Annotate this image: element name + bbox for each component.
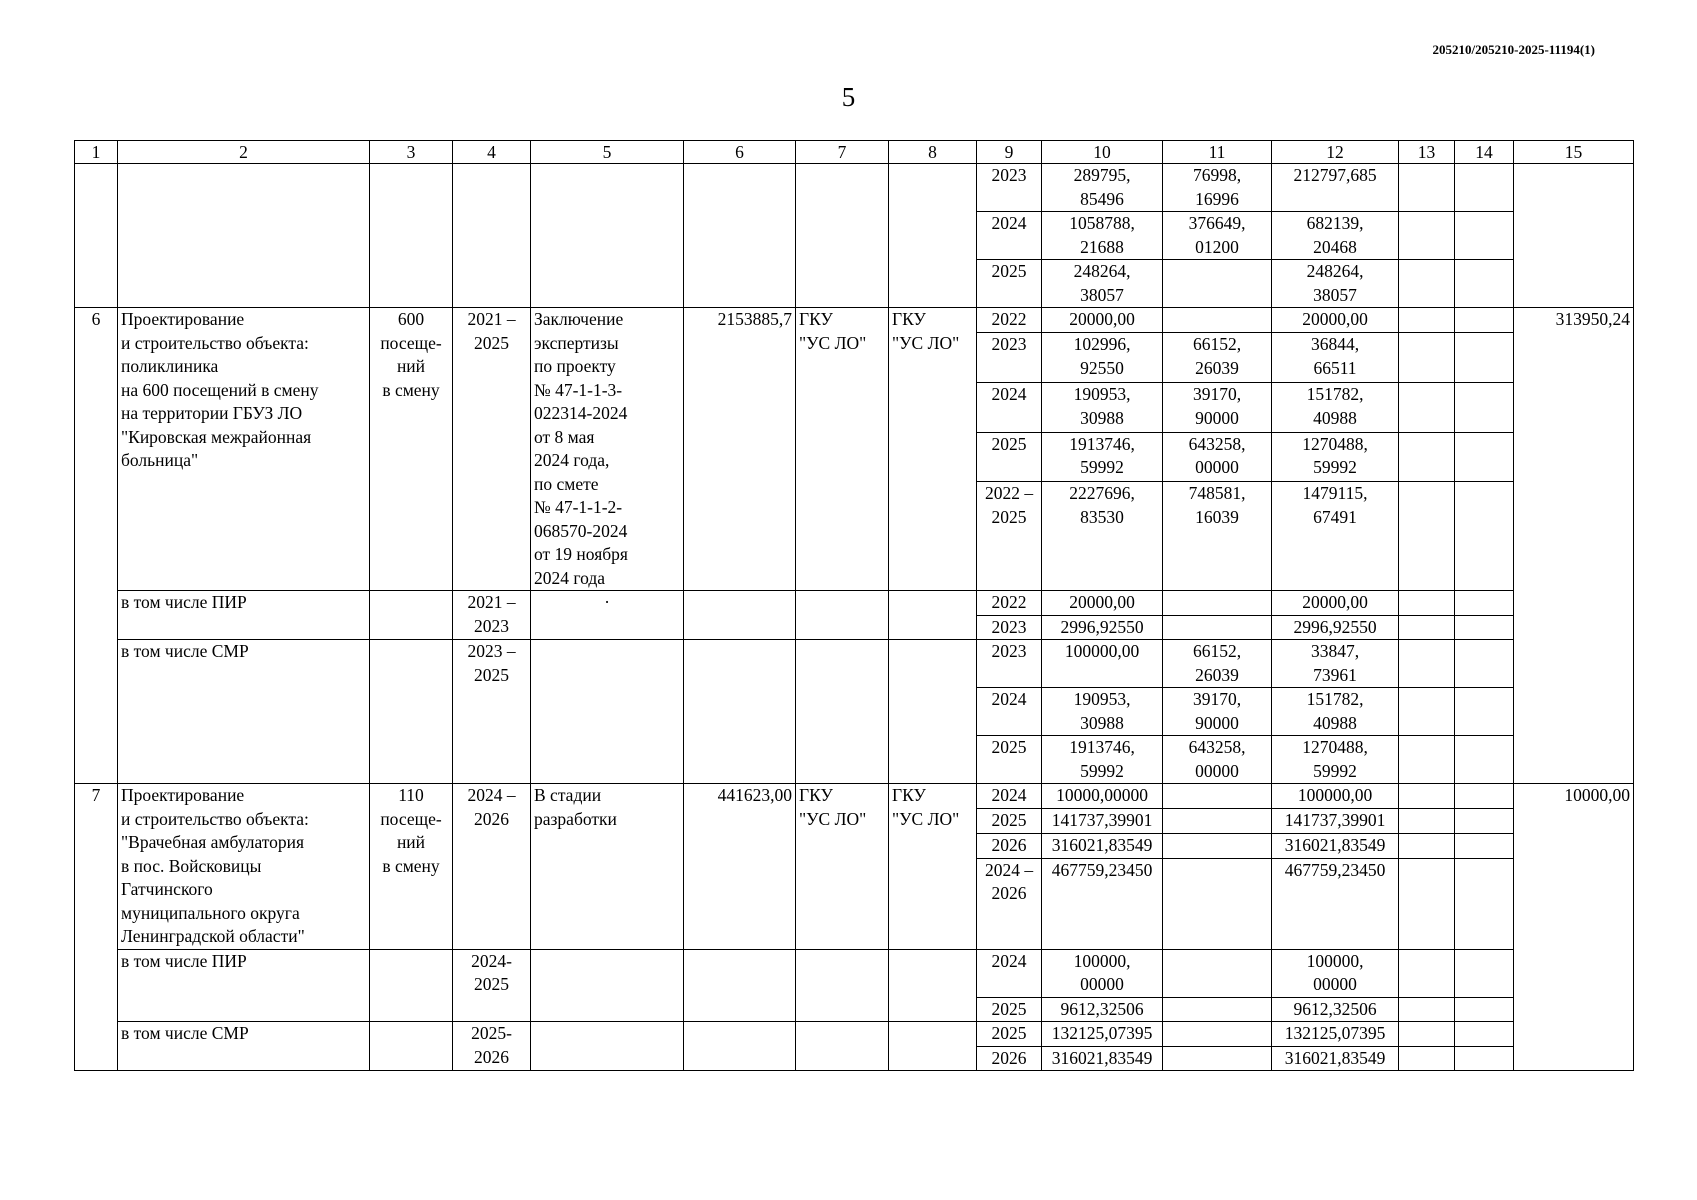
amount-col11 xyxy=(1163,858,1272,949)
col14-cell xyxy=(1455,482,1514,591)
smr-row xyxy=(75,640,1634,688)
sub-period: 2024- 2025 xyxy=(453,949,531,1022)
empty-cell xyxy=(889,591,977,640)
year-cell: 2023 xyxy=(977,164,1042,212)
row-number: 7 xyxy=(75,784,118,1071)
col13-cell xyxy=(1399,784,1455,809)
amount-col10: 20000,00 xyxy=(1042,308,1163,333)
col13-cell xyxy=(1399,164,1455,212)
empty-cell xyxy=(684,949,796,1022)
empty-cell xyxy=(684,164,796,308)
col14-cell xyxy=(1455,308,1514,333)
header-cell: 11 xyxy=(1163,141,1272,164)
amount-col12: 682139, 20468 xyxy=(1272,212,1399,260)
capacity: 110 посеще- ний в смену xyxy=(370,784,453,950)
col13-cell xyxy=(1399,615,1455,640)
header-row xyxy=(75,141,1634,164)
period: 2024 – 2026 xyxy=(453,784,531,950)
amount-col12: 316021,83549 xyxy=(1272,833,1399,858)
col14-cell xyxy=(1455,591,1514,616)
amount-col12: 1270488, 59992 xyxy=(1272,736,1399,784)
amount-col11 xyxy=(1163,1022,1272,1047)
year-cell: 2024 xyxy=(977,212,1042,260)
sub-period: 2023 – 2025 xyxy=(453,640,531,784)
empty-cell xyxy=(75,164,118,308)
amount-col10: 1058788, 21688 xyxy=(1042,212,1163,260)
header-cell: 14 xyxy=(1455,141,1514,164)
amount-col11 xyxy=(1163,833,1272,858)
estimated-cost: 2153885,7 xyxy=(684,308,796,591)
col15-value: 10000,00 xyxy=(1514,784,1634,1071)
sub-label: в том числе СМР xyxy=(118,640,370,784)
customer: ГКУ "УС ЛО" xyxy=(796,784,889,950)
sub-label: в том числе СМР xyxy=(118,1022,370,1071)
amount-col11 xyxy=(1163,308,1272,333)
amount-col10: 2996,92550 xyxy=(1042,615,1163,640)
col14-cell xyxy=(1455,858,1514,949)
amount-col10: 2227696, 83530 xyxy=(1042,482,1163,591)
col13-cell xyxy=(1399,688,1455,736)
amount-col12: 20000,00 xyxy=(1272,591,1399,616)
empty-cell xyxy=(531,949,684,1022)
header-cell: 3 xyxy=(370,141,453,164)
empty-cell xyxy=(370,591,453,640)
basis-document: В стадии разработки xyxy=(531,784,684,950)
amount-col11: 643258, 00000 xyxy=(1163,736,1272,784)
amount-col12: 141737,39901 xyxy=(1272,808,1399,833)
pir-row xyxy=(75,591,1634,616)
year-cell: 2022 xyxy=(977,308,1042,333)
year-cell: 2025 xyxy=(977,736,1042,784)
col13-cell xyxy=(1399,736,1455,784)
col13-cell xyxy=(1399,833,1455,858)
year-cell: 2024 xyxy=(977,383,1042,433)
header-cell: 8 xyxy=(889,141,977,164)
empty-cell xyxy=(370,640,453,784)
col14-cell xyxy=(1455,784,1514,809)
amount-col12: 316021,83549 xyxy=(1272,1046,1399,1071)
empty-cell xyxy=(370,949,453,1022)
table-body xyxy=(75,141,1634,1071)
amount-col12: 248264, 38057 xyxy=(1272,260,1399,308)
empty-cell xyxy=(370,164,453,308)
empty-cell xyxy=(889,949,977,1022)
empty-cell xyxy=(118,164,370,308)
col14-cell xyxy=(1455,833,1514,858)
amount-col12: 132125,07395 xyxy=(1272,1022,1399,1047)
col13-cell xyxy=(1399,808,1455,833)
amount-col10: 20000,00 xyxy=(1042,591,1163,616)
amount-col12: 100000,00 xyxy=(1272,784,1399,809)
amount-col10: 141737,39901 xyxy=(1042,808,1163,833)
amount-col11: 39170, 90000 xyxy=(1163,688,1272,736)
col13-cell xyxy=(1399,591,1455,616)
amount-col10: 316021,83549 xyxy=(1042,1046,1163,1071)
amount-col10: 100000, 00000 xyxy=(1042,949,1163,997)
empty-cell xyxy=(370,1022,453,1071)
empty-cell xyxy=(684,1022,796,1071)
header-cell: 5 xyxy=(531,141,684,164)
col14-cell xyxy=(1455,640,1514,688)
amount-col10: 100000,00 xyxy=(1042,640,1163,688)
header-cell: 6 xyxy=(684,141,796,164)
amount-col12: 20000,00 xyxy=(1272,308,1399,333)
amount-col10: 248264, 38057 xyxy=(1042,260,1163,308)
empty-cell xyxy=(796,949,889,1022)
sub-label: в том числе ПИР xyxy=(118,949,370,1022)
year-cell: 2022 xyxy=(977,591,1042,616)
amount-col10: 190953, 30988 xyxy=(1042,688,1163,736)
capacity: 600 посеще- ний в смену xyxy=(370,308,453,591)
header-cell: 7 xyxy=(796,141,889,164)
col13-cell xyxy=(1399,482,1455,591)
col14-cell xyxy=(1455,333,1514,383)
amount-col11 xyxy=(1163,1046,1272,1071)
amount-col12: 36844, 66511 xyxy=(1272,333,1399,383)
amount-col10: 289795, 85496 xyxy=(1042,164,1163,212)
year-cell: 2025 xyxy=(977,432,1042,482)
item7-row xyxy=(75,784,1634,809)
amount-col11: 748581, 16039 xyxy=(1163,482,1272,591)
amount-col10: 132125,07395 xyxy=(1042,1022,1163,1047)
col14-cell xyxy=(1455,164,1514,212)
col14-cell xyxy=(1455,615,1514,640)
empty-cell xyxy=(796,640,889,784)
header-cell: 15 xyxy=(1514,141,1634,164)
amount-col12: 212797,685 xyxy=(1272,164,1399,212)
col13-cell xyxy=(1399,432,1455,482)
col14-cell xyxy=(1455,949,1514,997)
col15-cell xyxy=(1514,164,1634,308)
amount-col11 xyxy=(1163,615,1272,640)
estimated-cost: 441623,00 xyxy=(684,784,796,950)
header-cell: 10 xyxy=(1042,141,1163,164)
amount-col11 xyxy=(1163,949,1272,997)
amount-col11 xyxy=(1163,784,1272,809)
object-name: Проектирование и строительство объекта: "Врачебная амбулатория в пос. Войсковицы Гатчинского муниципального округа Ленинградской области" xyxy=(118,784,370,950)
year-cell: 2025 xyxy=(977,1022,1042,1047)
year-cell: 2023 xyxy=(977,333,1042,383)
amount-col12: 1479115, 67491 xyxy=(1272,482,1399,591)
empty-cell xyxy=(889,164,977,308)
header-cell: 12 xyxy=(1272,141,1399,164)
year-cell: 2023 xyxy=(977,615,1042,640)
col13-cell xyxy=(1399,333,1455,383)
empty-cell xyxy=(531,1022,684,1071)
amount-col10: 9612,32506 xyxy=(1042,997,1163,1022)
col14-cell xyxy=(1455,688,1514,736)
smr-row xyxy=(75,1022,1634,1047)
period: 2021 – 2025 xyxy=(453,308,531,591)
year-cell: 2024 xyxy=(977,949,1042,997)
col13-cell xyxy=(1399,640,1455,688)
col13-cell xyxy=(1399,858,1455,949)
basis-document: Заключение экспертизы по проекту № 47-1-1-3- 022314-2024 от 8 мая 2024 года, по смете № 47-1-1-2- 068570-2024 от 19 ноября 2024 года xyxy=(531,308,684,591)
amount-col12: 1270488, 59992 xyxy=(1272,432,1399,482)
col14-cell xyxy=(1455,736,1514,784)
amount-col11: 76998, 16996 xyxy=(1163,164,1272,212)
empty-cell xyxy=(796,591,889,640)
amount-col12: 33847, 73961 xyxy=(1272,640,1399,688)
pir-row xyxy=(75,949,1634,997)
col14-cell xyxy=(1455,432,1514,482)
row-number: 6 xyxy=(75,308,118,784)
year-cell: 2022 – 2025 xyxy=(977,482,1042,591)
amount-col10: 10000,00000 xyxy=(1042,784,1163,809)
item6-row xyxy=(75,308,1634,333)
empty-cell: · xyxy=(531,591,684,640)
empty-cell xyxy=(889,640,977,784)
sub-period: 2025- 2026 xyxy=(453,1022,531,1071)
year-cell: 2024 xyxy=(977,784,1042,809)
amount-col11 xyxy=(1163,997,1272,1022)
amount-col10: 1913746, 59992 xyxy=(1042,432,1163,482)
amount-col12: 9612,32506 xyxy=(1272,997,1399,1022)
col13-cell xyxy=(1399,1046,1455,1071)
col14-cell xyxy=(1455,212,1514,260)
amount-col12: 100000, 00000 xyxy=(1272,949,1399,997)
year-cell: 2025 xyxy=(977,997,1042,1022)
year-cell: 2025 xyxy=(977,260,1042,308)
empty-cell xyxy=(889,1022,977,1071)
year-cell: 2025 xyxy=(977,808,1042,833)
amount-col10: 467759,23450 xyxy=(1042,858,1163,949)
col13-cell xyxy=(1399,308,1455,333)
col13-cell xyxy=(1399,260,1455,308)
col14-cell xyxy=(1455,383,1514,433)
header-cell: 4 xyxy=(453,141,531,164)
amount-col12: 151782, 40988 xyxy=(1272,383,1399,433)
year-cell: 2024 – 2026 xyxy=(977,858,1042,949)
col13-cell xyxy=(1399,997,1455,1022)
col14-cell xyxy=(1455,808,1514,833)
amount-col11: 66152, 26039 xyxy=(1163,333,1272,383)
col14-cell xyxy=(1455,1046,1514,1071)
col14-cell xyxy=(1455,1022,1514,1047)
header-cell: 2 xyxy=(118,141,370,164)
col14-cell xyxy=(1455,997,1514,1022)
empty-cell xyxy=(531,164,684,308)
empty-cell xyxy=(453,164,531,308)
header-cell: 13 xyxy=(1399,141,1455,164)
year-cell: 2023 xyxy=(977,640,1042,688)
header-cell: 1 xyxy=(75,141,118,164)
document-id: 205210/205210-2025-11194(1) xyxy=(1432,42,1595,57)
header-cell: 9 xyxy=(977,141,1042,164)
amount-col12: 467759,23450 xyxy=(1272,858,1399,949)
customer: ГКУ "УС ЛО" xyxy=(796,308,889,591)
col14-cell xyxy=(1455,260,1514,308)
investment-table xyxy=(74,140,1634,1071)
amount-col10: 316021,83549 xyxy=(1042,833,1163,858)
empty-cell xyxy=(796,1022,889,1071)
page-number: 5 xyxy=(841,82,856,112)
developer: ГКУ "УС ЛО" xyxy=(889,308,977,591)
col13-cell xyxy=(1399,383,1455,433)
developer: ГКУ "УС ЛО" xyxy=(889,784,977,950)
amount-col11 xyxy=(1163,808,1272,833)
empty-cell xyxy=(684,640,796,784)
amount-col12: 151782, 40988 xyxy=(1272,688,1399,736)
col13-cell xyxy=(1399,949,1455,997)
amount-col10: 1913746, 59992 xyxy=(1042,736,1163,784)
sub-label: в том числе ПИР xyxy=(118,591,370,640)
amount-col11: 39170, 90000 xyxy=(1163,383,1272,433)
empty-cell xyxy=(796,164,889,308)
amount-col10: 102996, 92550 xyxy=(1042,333,1163,383)
amount-col11: 643258, 00000 xyxy=(1163,432,1272,482)
amount-col11: 66152, 26039 xyxy=(1163,640,1272,688)
amount-col11: 376649, 01200 xyxy=(1163,212,1272,260)
amount-col12: 2996,92550 xyxy=(1272,615,1399,640)
empty-cell xyxy=(531,640,684,784)
amount-col11 xyxy=(1163,260,1272,308)
amount-col10: 190953, 30988 xyxy=(1042,383,1163,433)
object-name: Проектирование и строительство объекта: поликлиника на 600 посещений в смену на территории ГБУЗ ЛО "Кировская межрайонная больница" xyxy=(118,308,370,591)
empty-cell xyxy=(684,591,796,640)
year-cell: 2026 xyxy=(977,1046,1042,1071)
sub-period: 2021 – 2023 xyxy=(453,591,531,640)
year-cell: 2024 xyxy=(977,688,1042,736)
col15-value: 313950,24 xyxy=(1514,308,1634,784)
amount-col11 xyxy=(1163,591,1272,616)
col13-cell xyxy=(1399,212,1455,260)
year-cell: 2026 xyxy=(977,833,1042,858)
continuation-row xyxy=(75,164,1634,212)
col13-cell xyxy=(1399,1022,1455,1047)
